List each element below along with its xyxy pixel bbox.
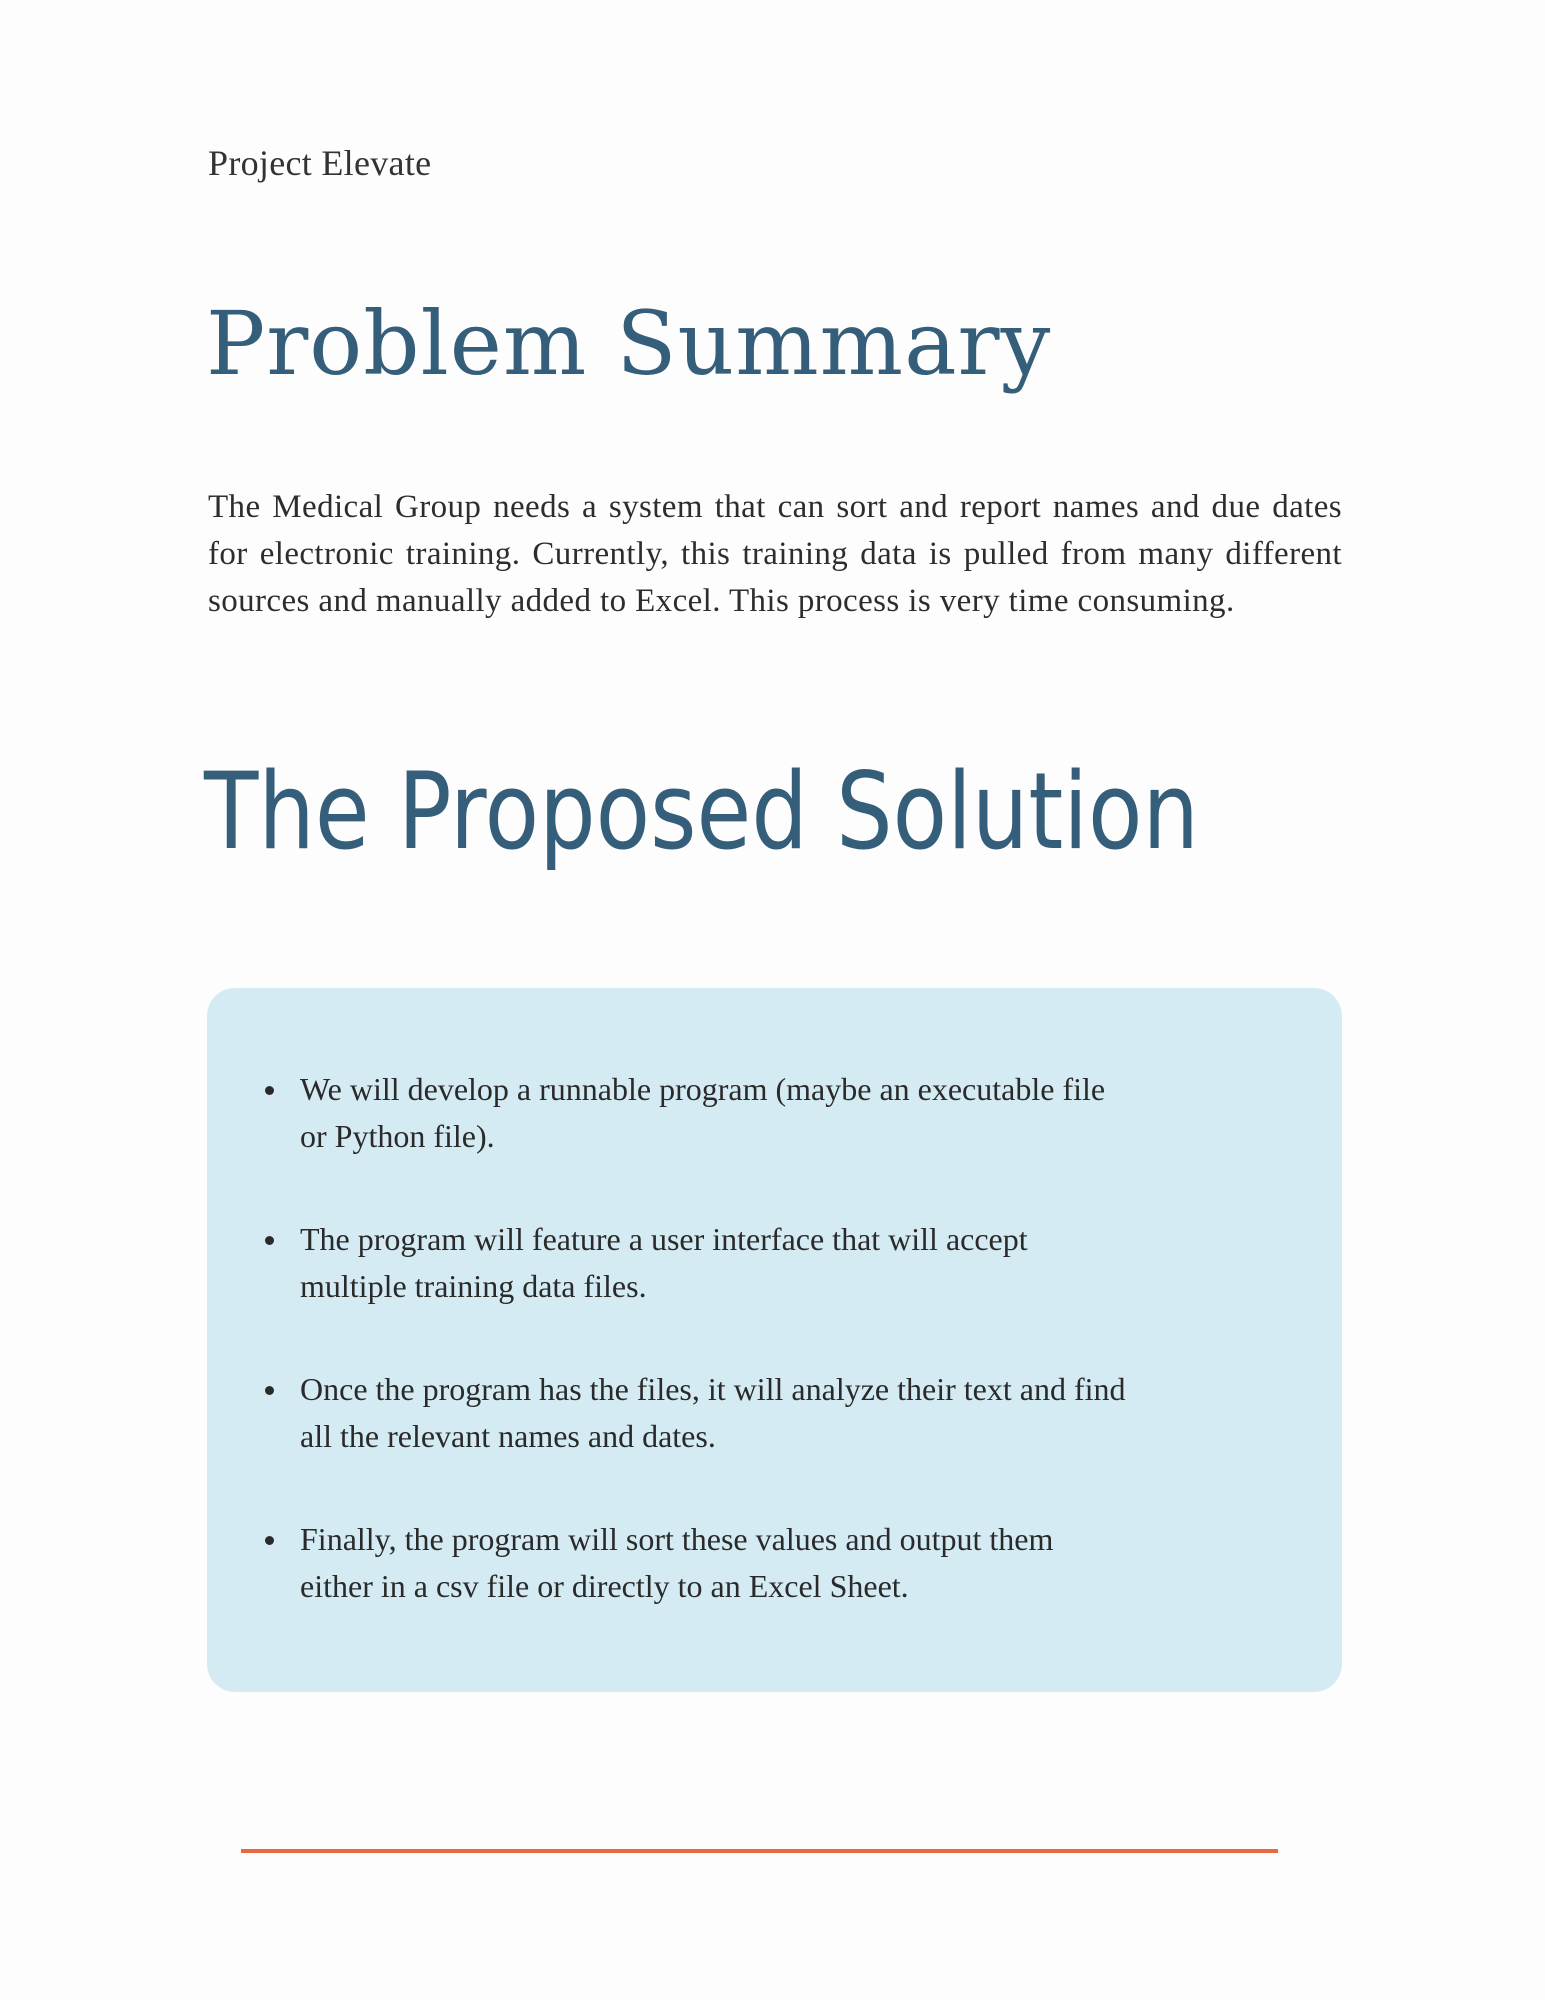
footer-divider-line bbox=[241, 1849, 1278, 1853]
solution-bullet-item bbox=[265, 1216, 1130, 1310]
problem-summary-heading: Problem Summary bbox=[206, 292, 1052, 395]
bullet-dot-icon bbox=[265, 1386, 274, 1395]
solution-bullet-item bbox=[265, 1366, 1130, 1460]
bullet-dot-icon bbox=[265, 1236, 274, 1245]
solution-bullet-text: Once the program has the files, it will analyze their text and find all the relevant names and dates. bbox=[300, 1371, 1126, 1454]
solution-bullet-text: We will develop a runnable program (maybe an executable file or Python file). bbox=[300, 1071, 1106, 1154]
bullet-dot-icon bbox=[265, 1086, 274, 1095]
solution-callout-box bbox=[207, 988, 1342, 1692]
document-header-label: Project Elevate bbox=[208, 143, 432, 183]
solution-bullet-text: The program will feature a user interface that will accept multiple training data files. bbox=[300, 1221, 1028, 1304]
solution-bullet-item bbox=[265, 1066, 1130, 1160]
problem-summary-paragraph: The Medical Group needs a system that can sort and report names and due dates for electronic training. Currently, this training data is pulled from many different sources and manually added to Excel. This process is very time consuming. bbox=[208, 489, 1342, 619]
solution-bullet-item bbox=[265, 1516, 1130, 1610]
solution-bullet-text: Finally, the program will sort these values and output them either in a csv file or directly to an Excel Sheet. bbox=[300, 1521, 1054, 1604]
bullet-dot-icon bbox=[265, 1536, 274, 1545]
solution-bullet-list bbox=[265, 1066, 1265, 1666]
proposed-solution-heading: The Proposed Solution bbox=[204, 750, 1199, 873]
